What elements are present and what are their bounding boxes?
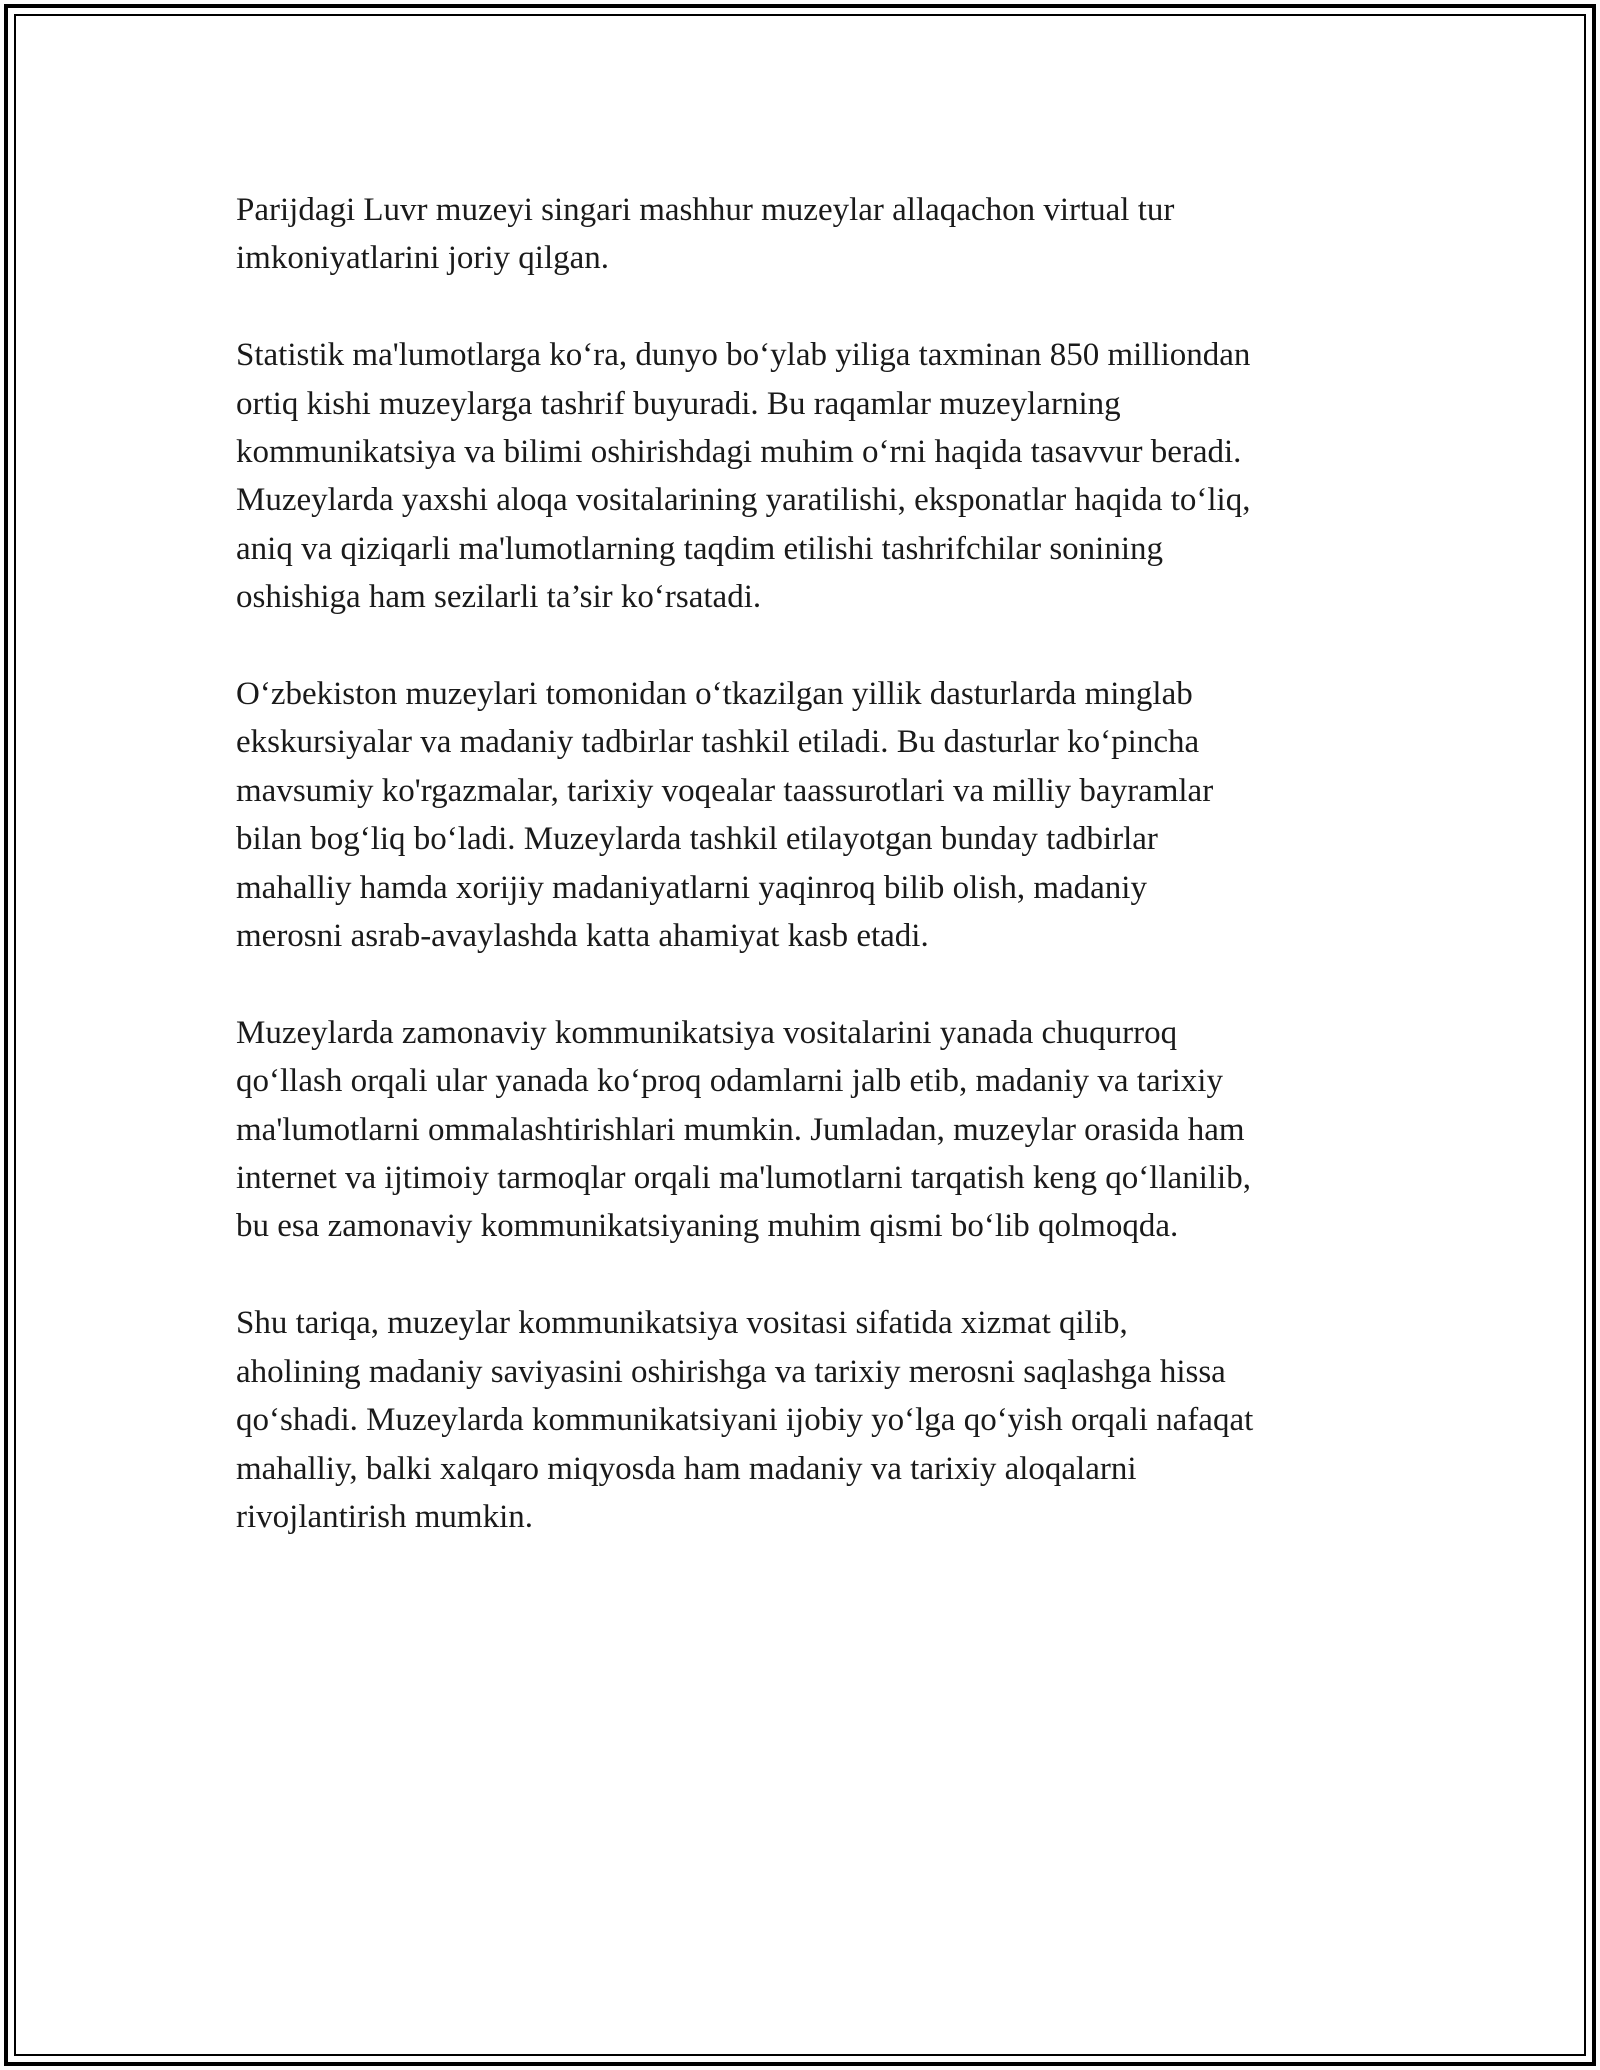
paragraph-line: qo‘shadi. Muzeylarda kommunikatsiyani ijobiy yo‘lga qo‘yish orqali nafaqat xyxy=(236,1402,1254,1439)
paragraph-line: mahalliy, balki xalqaro miqyosda ham madaniy va tarixiy aloqalarni xyxy=(236,1450,1137,1487)
paragraph-5 xyxy=(236,1299,1396,1541)
paragraph-3 xyxy=(236,670,1396,960)
paragraph-line: ekskursiyalar va madaniy tadbirlar tashkil etiladi. Bu dasturlar ko‘pincha xyxy=(236,724,1200,761)
paragraph-2 xyxy=(236,331,1396,621)
paragraph-line: mahalliy hamda xorijiy madaniyatlarni yaqinroq bilib olish, madaniy xyxy=(236,869,1147,906)
paragraph-line: Muzeylarda yaxshi aloqa vositalarining yaratilishi, eksponatlar haqida to‘liq, xyxy=(236,482,1251,519)
paragraph-line: O‘zbekiston muzeylari tomonidan o‘tkazilgan yillik dasturlarda minglab xyxy=(236,676,1193,713)
document-body xyxy=(236,186,1396,1590)
paragraph-line: merosni asrab-avaylashda katta ahamiyat kasb etadi. xyxy=(236,918,929,955)
paragraph-line: rivojlantirish mumkin. xyxy=(236,1498,533,1535)
paragraph-line: aniq va qiziqarli ma'lumotlarning taqdim etilishi tashrifchilar sonining xyxy=(236,530,1163,567)
paragraph-line: aholining madaniy saviyasini oshirishga va tarixiy merosni saqlashga hissa xyxy=(236,1353,1226,1390)
paragraph-line: bu esa zamonaviy kommunikatsiyaning muhim qismi bo‘lib qolmoqda. xyxy=(236,1208,1179,1245)
paragraph-line: qo‘llash orqali ular yanada ko‘proq odamlarni jalb etib, madaniy va tarixiy xyxy=(236,1063,1223,1100)
paragraph-line: oshishiga ham sezilarli ta’sir ko‘rsatadi. xyxy=(236,579,762,616)
paragraph-line: Statistik ma'lumotlarga ko‘ra, dunyo bo‘ylab yiliga taxminan 850 milliondan xyxy=(236,337,1251,374)
paragraph-line: Shu tariqa, muzeylar kommunikatsiya vositasi sifatida xizmat qilib, xyxy=(236,1305,1128,1342)
paragraph-line: ortiq kishi muzeylarga tashrif buyuradi. Bu raqamlar muzeylarning xyxy=(236,385,1121,422)
paragraph-line: internet va ijtimoiy tarmoqlar orqali ma'lumotlarni tarqatish keng qo‘llanilib, xyxy=(236,1160,1251,1197)
paragraph-line: Muzeylarda zamonaviy kommunikatsiya vositalarini yanada chuqurroq xyxy=(236,1014,1178,1051)
paragraph-line: ma'lumotlarni ommalashtirishlari mumkin. Jumladan, muzeylar orasida ham xyxy=(236,1111,1245,1148)
paragraph-1 xyxy=(236,186,1396,283)
paragraph-line: Parijdagi Luvr muzeyi singari mashhur muzeylar allaqachon virtual tur xyxy=(236,192,1175,228)
paragraph-line: mavsumiy ko'rgazmalar, tarixiy voqealar taassurotlari va milliy bayramlar xyxy=(236,772,1214,809)
paragraph-4 xyxy=(236,1009,1396,1251)
paragraph-line: kommunikatsiya va bilimi oshirishdagi muhim o‘rni haqida tasavvur beradi. xyxy=(236,434,1242,471)
paragraph-line: imkoniyatlarini joriy qilgan. xyxy=(236,240,610,277)
paragraph-line: bilan bog‘liq bo‘ladi. Muzeylarda tashkil etilayotgan bunday tadbirlar xyxy=(236,821,1158,858)
